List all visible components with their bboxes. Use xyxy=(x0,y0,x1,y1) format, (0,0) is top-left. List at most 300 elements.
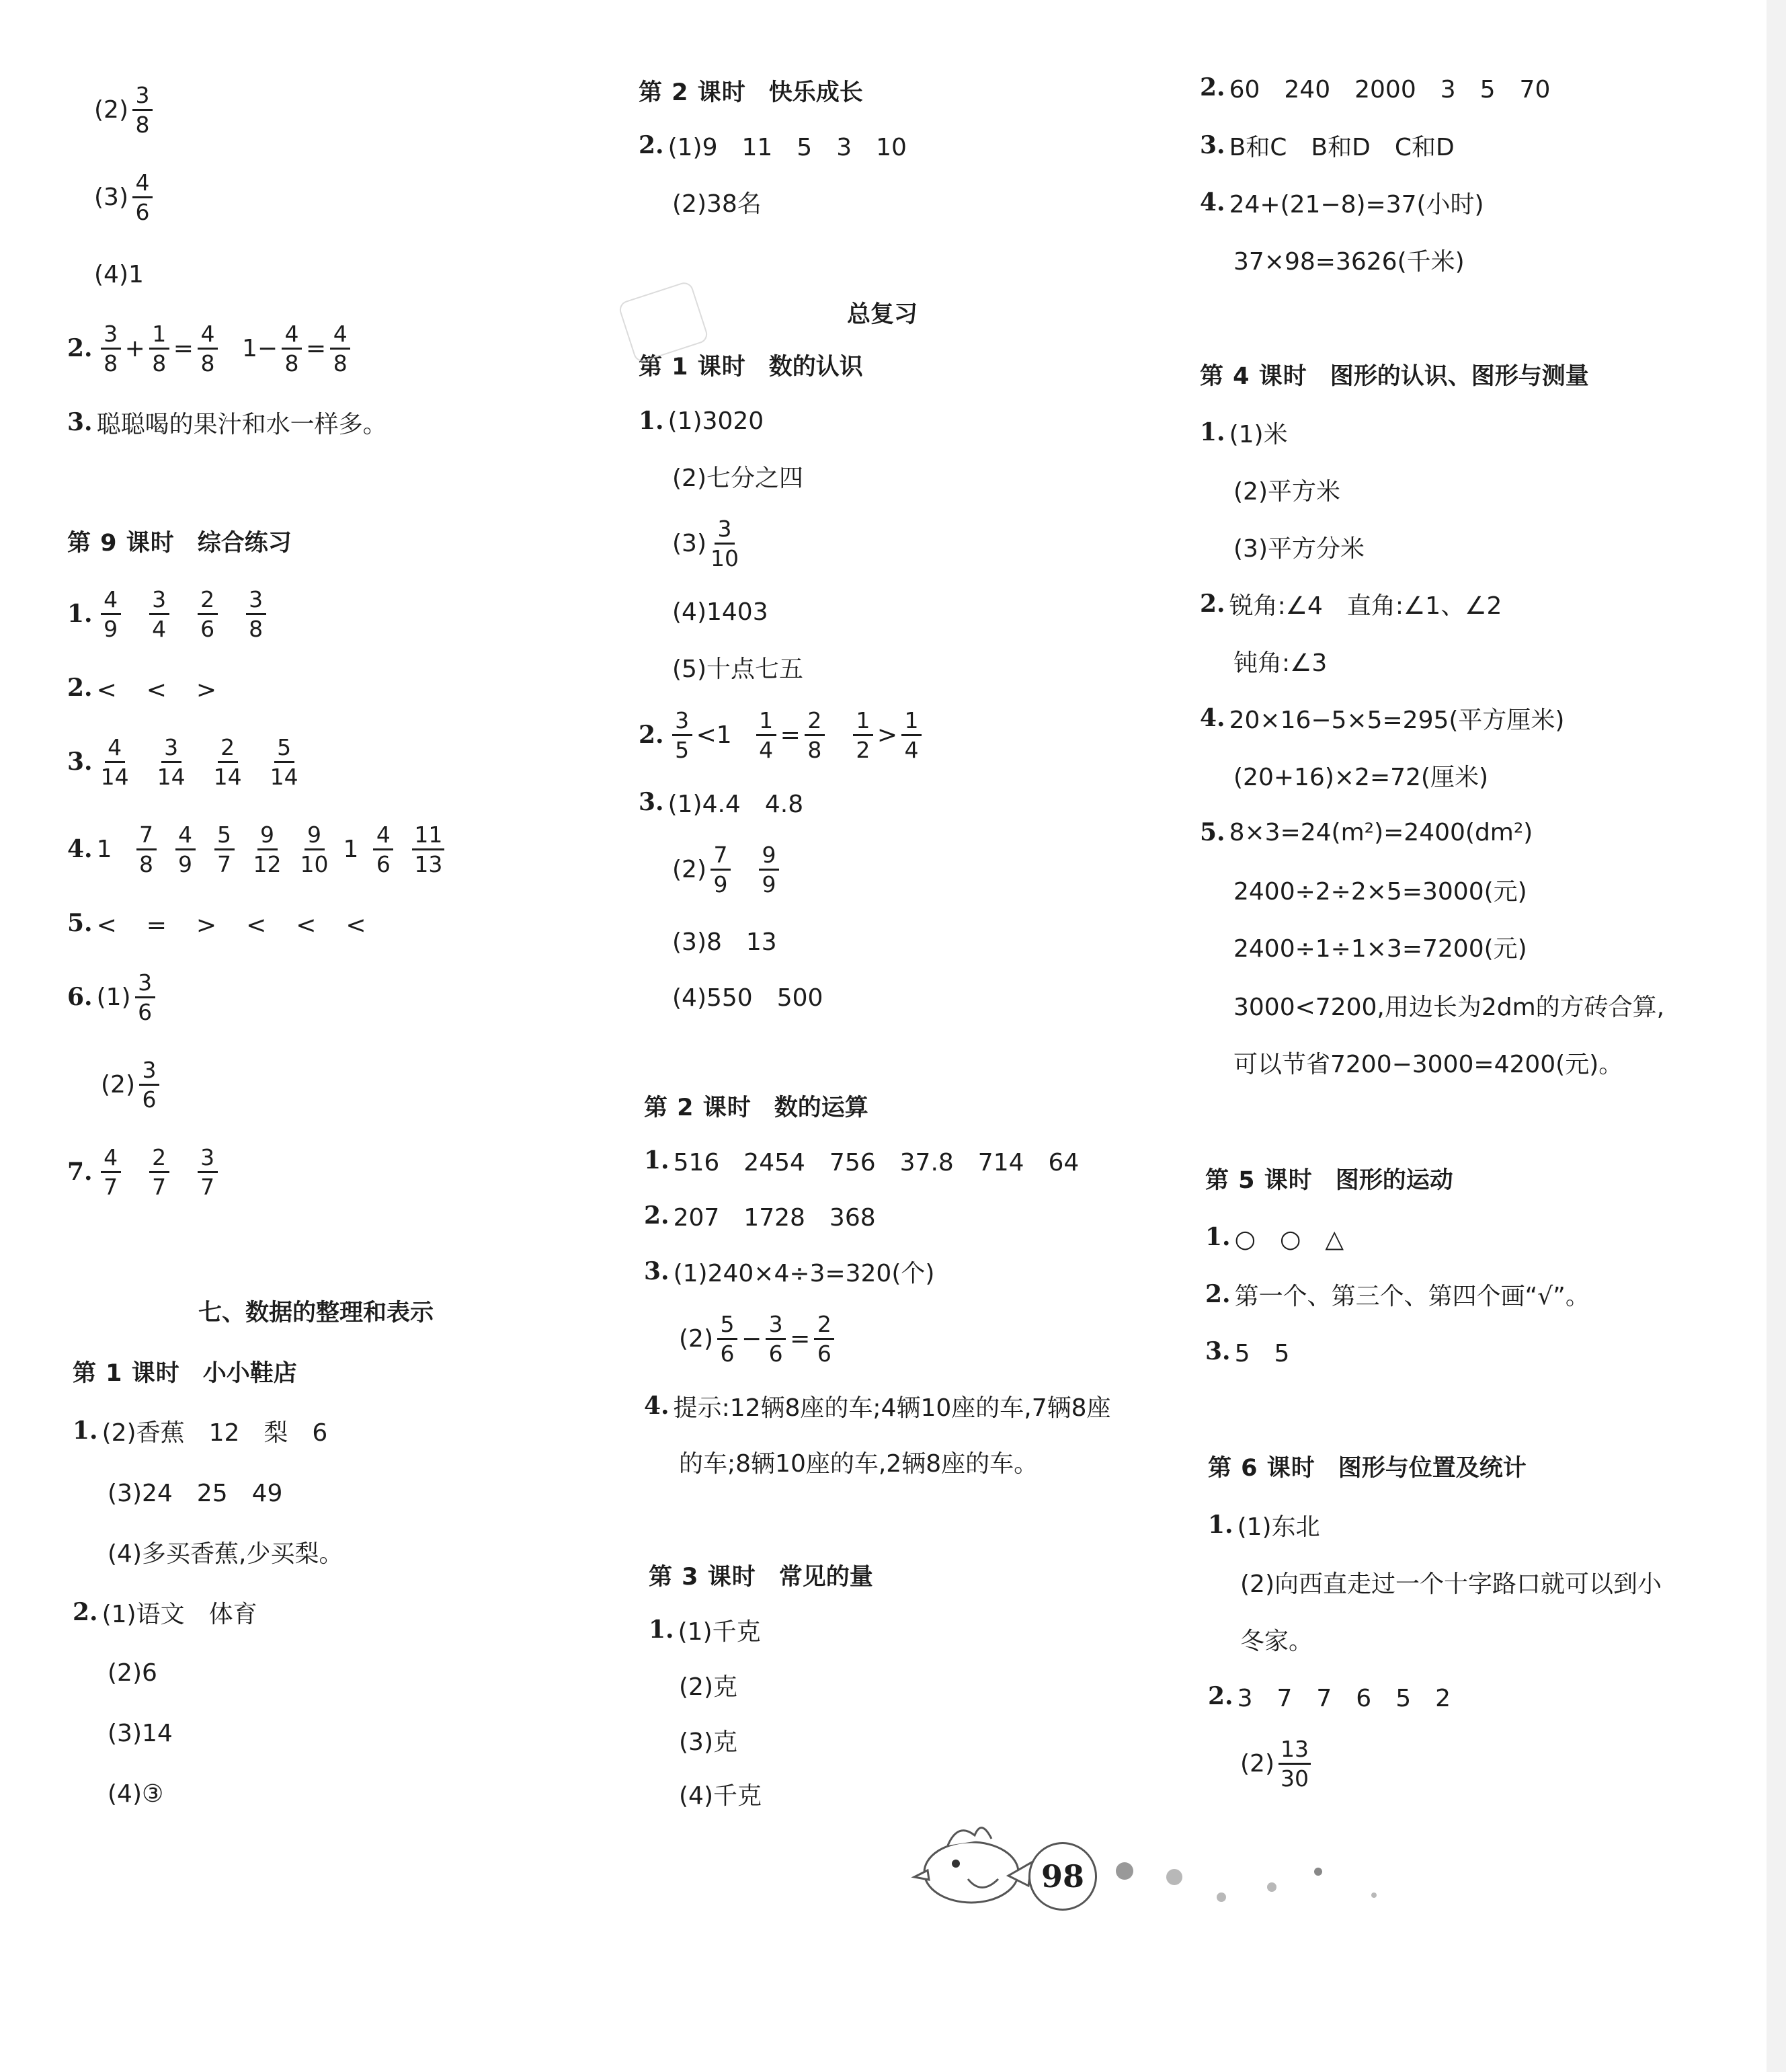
numerator: 2 xyxy=(198,588,218,615)
question-number: 1. xyxy=(1208,1511,1233,1539)
question-3 xyxy=(1200,113,1455,177)
fraction xyxy=(756,709,776,761)
answer-text: (1)4.4 4.8 xyxy=(667,790,804,818)
denominator: 6 xyxy=(376,850,391,877)
answer-line xyxy=(1233,457,1340,522)
numerator: 9 xyxy=(759,844,779,871)
fraction xyxy=(157,733,186,790)
question-number: 2. xyxy=(644,1201,669,1230)
operator: = xyxy=(173,334,194,362)
answer-text: (2)香蕉 12 梨 6 xyxy=(102,1419,328,1447)
question-number: 1. xyxy=(1205,1223,1231,1251)
denominator: 7 xyxy=(152,1173,167,1200)
answer-text: 8×3=24(m²)=2400(dm²) xyxy=(1229,818,1533,846)
fraction xyxy=(175,821,196,877)
question-number: 1. xyxy=(1200,418,1225,446)
question-1 xyxy=(73,1398,327,1463)
review-title: 总复习 xyxy=(847,301,918,328)
question-2 xyxy=(639,703,926,767)
answer-text: 2400÷2÷2×5=3000(元) xyxy=(1233,877,1527,906)
numerator: 4 xyxy=(105,736,125,763)
answer-line xyxy=(1233,857,1527,922)
lesson-title: 图形的认识、图形与测量 xyxy=(1330,363,1589,390)
denominator: 14 xyxy=(157,763,186,790)
question-7 xyxy=(67,1140,222,1204)
answer-text: (1)240×4÷3=320(个) xyxy=(673,1259,935,1287)
answer-line xyxy=(1233,743,1488,807)
denominator: 7 xyxy=(104,1173,118,1200)
operator: − xyxy=(741,1324,762,1353)
question-number: 3. xyxy=(67,748,93,776)
denominator: 8 xyxy=(152,350,167,376)
question-3 xyxy=(1205,1319,1289,1384)
question-3 xyxy=(644,1239,934,1304)
fraction xyxy=(149,1146,169,1198)
answer-text: (1)9 11 5 3 10 xyxy=(667,133,907,161)
question-5 xyxy=(1200,800,1533,865)
fraction xyxy=(330,320,350,376)
question-number: 3. xyxy=(644,1257,669,1285)
question-2 xyxy=(1208,1664,1451,1728)
lesson-number: 第 1 课时 xyxy=(639,354,746,381)
answer-line xyxy=(679,1429,1038,1494)
question-number: 4. xyxy=(1200,188,1225,216)
question-number: 4. xyxy=(67,835,93,863)
operator: 1− xyxy=(241,334,278,362)
question-number: 2. xyxy=(1208,1682,1233,1710)
question-number: 2. xyxy=(1205,1280,1231,1308)
question-number: 2. xyxy=(1200,73,1225,102)
answer-text: (3)8 13 xyxy=(672,928,777,956)
answer-text: (2) xyxy=(101,1070,135,1099)
denominator: 8 xyxy=(139,850,153,877)
numerator: 4 xyxy=(282,323,302,350)
answer-text: (3) xyxy=(94,183,128,211)
operator: = xyxy=(780,721,801,749)
fraction xyxy=(198,320,218,376)
answer-line xyxy=(672,444,803,508)
answer-line xyxy=(108,1761,163,1826)
question-4 xyxy=(67,817,448,881)
answer-text: 516 2454 756 37.8 714 64 xyxy=(673,1148,1080,1177)
answer-text: (2) xyxy=(94,95,128,124)
question-1 xyxy=(67,582,270,646)
answer-text: (3) xyxy=(672,529,706,557)
section-heading xyxy=(649,1552,873,1599)
fraction xyxy=(853,709,873,761)
question-2 xyxy=(1205,1262,1590,1326)
answer-text: < = > < < < xyxy=(96,911,369,939)
question-3 xyxy=(67,390,387,454)
numerator: 4 xyxy=(175,824,196,850)
denominator: 9 xyxy=(762,871,776,898)
answer-text: (4)1 xyxy=(94,260,144,288)
numerator: 1 xyxy=(149,323,169,350)
numerator: 4 xyxy=(373,824,393,850)
answer-line xyxy=(679,1306,838,1371)
numerator: 3 xyxy=(766,1313,786,1340)
fraction xyxy=(300,821,329,877)
answer-line xyxy=(1240,1550,1662,1614)
lesson-number: 第 9 课时 xyxy=(67,530,175,557)
answer-text: (2)克 xyxy=(679,1673,737,1701)
fraction xyxy=(717,1310,737,1367)
denominator: 6 xyxy=(138,998,153,1025)
answer-text: (4)550 500 xyxy=(672,984,823,1012)
answer-text: (4)千克 xyxy=(679,1782,762,1810)
denominator: 14 xyxy=(100,763,129,790)
numerator: 5 xyxy=(214,824,235,850)
question-number: 4. xyxy=(1200,704,1225,732)
denominator: 8 xyxy=(200,350,215,376)
decor-dot xyxy=(1314,1868,1322,1876)
fraction xyxy=(1278,1735,1311,1792)
question-number: 3. xyxy=(1205,1337,1231,1365)
question-number: 2. xyxy=(1200,590,1225,618)
question-6 xyxy=(67,965,159,1029)
numerator: 2 xyxy=(805,709,825,736)
question-3 xyxy=(67,729,302,794)
operator: = xyxy=(306,334,327,362)
answer-line xyxy=(672,908,777,972)
lesson-title: 综合练习 xyxy=(197,530,292,557)
fraction xyxy=(132,171,153,223)
denominator: 13 xyxy=(414,850,443,877)
fraction xyxy=(149,320,169,376)
question-2 xyxy=(639,113,907,177)
section-heading xyxy=(67,518,292,565)
answer-text: (1)千克 xyxy=(678,1618,761,1646)
decor-dot xyxy=(1116,1862,1133,1880)
question-3 xyxy=(639,770,803,834)
answer-text: (5)十点七五 xyxy=(672,655,803,683)
answer-line xyxy=(672,963,823,1028)
denominator: 6 xyxy=(768,1340,783,1367)
numerator: 5 xyxy=(717,1313,737,1340)
answer-text: (2) xyxy=(672,855,706,883)
numerator: 4 xyxy=(330,323,350,350)
answer-text: 聪聪喝的果汁和水一样多。 xyxy=(96,410,387,438)
answer-text: (1)3020 xyxy=(667,407,764,435)
answer-text: 3 7 7 6 5 2 xyxy=(1237,1684,1451,1712)
answer-line xyxy=(1233,914,1527,979)
answer-line xyxy=(1233,227,1465,292)
fraction xyxy=(101,588,121,640)
denominator: 7 xyxy=(217,850,231,877)
denominator: 6 xyxy=(817,1340,831,1367)
answer-line xyxy=(108,1519,343,1584)
question-number: 1. xyxy=(67,600,93,628)
denominator: 10 xyxy=(711,545,739,571)
numerator: 13 xyxy=(1278,1738,1311,1765)
answer-line xyxy=(1240,1731,1315,1796)
numerator: 7 xyxy=(711,844,731,871)
operator: = xyxy=(790,1324,811,1353)
denominator: 4 xyxy=(759,736,774,763)
lesson-number: 第 2 课时 xyxy=(644,1094,752,1121)
question-number: 2. xyxy=(639,721,664,749)
lesson-title: 数的运算 xyxy=(774,1094,868,1121)
answer-text: < < > xyxy=(96,676,220,704)
lesson-title: 数的认识 xyxy=(768,354,863,381)
fraction xyxy=(198,588,218,640)
section-heading xyxy=(1208,1443,1527,1490)
numerator: 3 xyxy=(198,1146,218,1173)
question-number: 1. xyxy=(639,407,664,435)
denominator: 9 xyxy=(713,871,728,898)
answer-text: 第一个、第三个、第四个画“√”。 xyxy=(1234,1282,1590,1310)
numerator: 3 xyxy=(246,588,266,615)
numerator: 4 xyxy=(198,323,218,350)
denominator: 9 xyxy=(178,850,192,877)
answer-text: (20+16)×2=72(厘米) xyxy=(1233,763,1489,791)
answer-text: 钝角:∠3 xyxy=(1233,649,1328,677)
question-2 xyxy=(67,655,219,720)
question-1 xyxy=(1200,400,1288,465)
fraction xyxy=(214,821,235,877)
answer-text: (3)克 xyxy=(679,1728,737,1756)
numerator: 3 xyxy=(132,84,153,111)
answer-text: (1) xyxy=(96,983,131,1011)
answer-text: (1)语文 体育 xyxy=(102,1600,257,1628)
answer-line xyxy=(672,837,783,902)
section-heading xyxy=(644,1082,868,1129)
fraction xyxy=(101,320,121,376)
numerator: 1 xyxy=(756,709,776,736)
answer-text: (1)东北 xyxy=(1237,1513,1320,1541)
fraction xyxy=(270,733,298,790)
fraction xyxy=(198,1146,218,1198)
numerator: 4 xyxy=(132,171,153,198)
answer-line xyxy=(672,635,803,699)
question-number: 6. xyxy=(67,983,93,1011)
denominator: 10 xyxy=(300,850,329,877)
numerator: 9 xyxy=(257,824,278,850)
denominator: 6 xyxy=(720,1340,735,1367)
question-1 xyxy=(1205,1205,1344,1269)
denominator: 12 xyxy=(253,850,282,877)
denominator: 6 xyxy=(142,1086,157,1113)
numerator: 1 xyxy=(901,709,922,736)
answer-text: 2400÷1÷1×3=7200(元) xyxy=(1233,934,1527,963)
numerator: 4 xyxy=(101,588,121,615)
answer-text: 1 xyxy=(96,835,112,863)
numerator: 3 xyxy=(715,518,735,545)
answer-text: (2)38名 xyxy=(672,190,762,218)
fraction xyxy=(136,821,157,877)
question-4 xyxy=(1200,686,1564,750)
fraction xyxy=(135,971,155,1023)
chapter-title: 七、数据的整理和表示 xyxy=(198,1300,434,1326)
lesson-title: 小小鞋店 xyxy=(202,1360,297,1387)
answer-text: 1 xyxy=(343,835,359,863)
section-heading xyxy=(1205,1155,1453,1202)
section-heading xyxy=(73,1348,297,1395)
question-2 xyxy=(1200,55,1550,120)
answer-text: ○ ○ △ xyxy=(1234,1225,1344,1253)
numerator: 5 xyxy=(274,736,294,763)
answer-text: 冬家。 xyxy=(1240,1627,1313,1655)
numerator: 7 xyxy=(136,824,157,850)
answer-text: (4)1403 xyxy=(672,598,768,626)
denominator: 7 xyxy=(200,1173,215,1200)
fraction xyxy=(373,821,393,877)
fraction xyxy=(282,320,302,376)
denominator: 8 xyxy=(333,350,348,376)
operator: > xyxy=(877,721,898,749)
denominator: 6 xyxy=(200,615,215,642)
question-number: 1. xyxy=(73,1417,98,1445)
fraction xyxy=(711,515,739,571)
answer-line xyxy=(672,169,762,234)
answer-text: (2)向西直走过一个十字路口就可以到小 xyxy=(1240,1570,1662,1598)
denominator: 14 xyxy=(213,763,242,790)
answer-line xyxy=(672,511,743,575)
decor-dot xyxy=(1371,1892,1377,1898)
answer-line xyxy=(1233,514,1365,579)
denominator: 2 xyxy=(856,736,870,763)
lesson-number: 第 5 课时 xyxy=(1205,1167,1313,1194)
denominator: 6 xyxy=(135,198,150,225)
denominator: 8 xyxy=(807,736,822,763)
section-heading xyxy=(639,67,863,114)
denominator: 8 xyxy=(284,350,299,376)
answer-line xyxy=(108,1459,282,1523)
answer-text: (2)平方米 xyxy=(1233,477,1340,506)
operator: + xyxy=(124,334,145,362)
question-2 xyxy=(67,316,354,381)
answer-line xyxy=(94,242,144,307)
denominator: 8 xyxy=(135,111,150,138)
answer-text: 24+(21−8)=37(小时) xyxy=(1229,190,1484,218)
answer-line xyxy=(108,1640,157,1705)
numerator: 2 xyxy=(814,1313,834,1340)
fraction xyxy=(246,588,266,640)
fraction xyxy=(759,841,779,898)
answer-text: (2) xyxy=(1240,1749,1274,1778)
answer-line xyxy=(108,1701,173,1765)
answer-text: 可以节省7200−3000=4200(元)。 xyxy=(1233,1050,1623,1078)
denominator: 9 xyxy=(104,615,118,642)
denominator: 8 xyxy=(104,350,118,376)
answer-text: 提示:12辆8座的车;4辆10座的车,7辆8座 xyxy=(673,1394,1111,1422)
decor-dot xyxy=(1267,1882,1276,1892)
fraction xyxy=(139,1056,159,1113)
question-number: 5. xyxy=(67,909,93,937)
answer-text: 3000<7200,用边长为2dm的方砖合算, xyxy=(1233,993,1665,1021)
answer-text: (3)14 xyxy=(108,1719,173,1747)
numerator: 3 xyxy=(161,736,181,763)
question-number: 1. xyxy=(644,1146,669,1174)
question-1 xyxy=(1208,1492,1320,1557)
fraction xyxy=(805,709,825,761)
numerator: 2 xyxy=(218,736,238,763)
numerator: 3 xyxy=(672,709,692,736)
answer-text: (1)米 xyxy=(1229,420,1288,448)
numerator: 3 xyxy=(149,588,169,615)
fraction xyxy=(814,1310,834,1367)
lesson-number: 第 6 课时 xyxy=(1208,1455,1315,1482)
fraction xyxy=(149,588,169,640)
answer-text: (2)6 xyxy=(108,1659,157,1687)
question-number: 4. xyxy=(644,1392,669,1420)
fraction xyxy=(672,709,692,761)
lesson-title: 快乐成长 xyxy=(768,79,863,106)
numerator: 3 xyxy=(135,971,155,998)
question-4 xyxy=(1200,170,1484,235)
page-edge xyxy=(1767,0,1786,2072)
question-number: 1. xyxy=(649,1616,674,1644)
answer-line xyxy=(94,165,157,229)
denominator: 14 xyxy=(270,763,298,790)
lesson-number: 第 1 课时 xyxy=(73,1360,180,1387)
answer-line xyxy=(1233,629,1327,693)
answer-text: 锐角:∠4 直角:∠1、∠2 xyxy=(1229,592,1502,620)
denominator: 8 xyxy=(249,615,263,642)
question-5 xyxy=(67,891,369,955)
answer-text: (3)24 25 49 xyxy=(108,1479,283,1507)
answer-text: <1 xyxy=(696,721,732,749)
answer-text: (2)七分之四 xyxy=(672,464,803,492)
lesson-number: 第 2 课时 xyxy=(639,79,746,106)
lesson-title: 图形的运动 xyxy=(1335,1167,1453,1194)
fraction xyxy=(100,733,129,790)
question-number: 3. xyxy=(1200,131,1225,159)
section-heading xyxy=(1200,351,1589,398)
numerator: 11 xyxy=(412,824,444,850)
lesson-title: 图形与位置及统计 xyxy=(1338,1455,1527,1482)
answer-line xyxy=(94,77,157,142)
fraction xyxy=(253,821,282,877)
numerator: 3 xyxy=(101,323,121,350)
denominator: 5 xyxy=(675,736,690,763)
lesson-number: 第 4 课时 xyxy=(1200,363,1307,390)
answer-line xyxy=(1233,973,1664,1037)
question-number: 2. xyxy=(639,131,664,159)
question-2 xyxy=(644,1183,876,1248)
question-number: 3. xyxy=(67,408,93,436)
fraction xyxy=(412,821,444,877)
answer-text: 60 240 2000 3 5 70 xyxy=(1229,75,1551,104)
answer-text: 5 5 xyxy=(1234,1339,1290,1367)
denominator: 4 xyxy=(904,736,919,763)
question-number: 5. xyxy=(1200,818,1225,846)
fraction xyxy=(132,81,153,138)
denominator: 4 xyxy=(152,615,167,642)
fraction xyxy=(101,1146,121,1198)
numerator: 3 xyxy=(139,1059,159,1086)
question-number: 3. xyxy=(639,788,664,816)
page-number: 98 xyxy=(1028,1842,1097,1911)
denominator: 30 xyxy=(1281,1765,1309,1792)
answer-line xyxy=(101,1052,163,1117)
question-number: 2. xyxy=(73,1598,98,1626)
answer-text: 37×98=3626(千米) xyxy=(1233,247,1465,276)
question-number: 2. xyxy=(67,674,93,702)
answer-text: B和C B和D C和D xyxy=(1229,133,1455,161)
decor-dot xyxy=(1166,1869,1182,1885)
question-4 xyxy=(644,1373,1111,1438)
lesson-title: 常见的量 xyxy=(778,1564,873,1591)
answer-line xyxy=(1240,1607,1313,1671)
numerator: 2 xyxy=(149,1146,169,1173)
question-number: 7. xyxy=(67,1158,93,1186)
answer-line xyxy=(1233,1030,1623,1094)
answer-text: (3)平方分米 xyxy=(1233,534,1365,563)
numerator: 4 xyxy=(101,1146,121,1173)
fraction xyxy=(711,841,731,898)
question-2 xyxy=(1200,571,1502,636)
